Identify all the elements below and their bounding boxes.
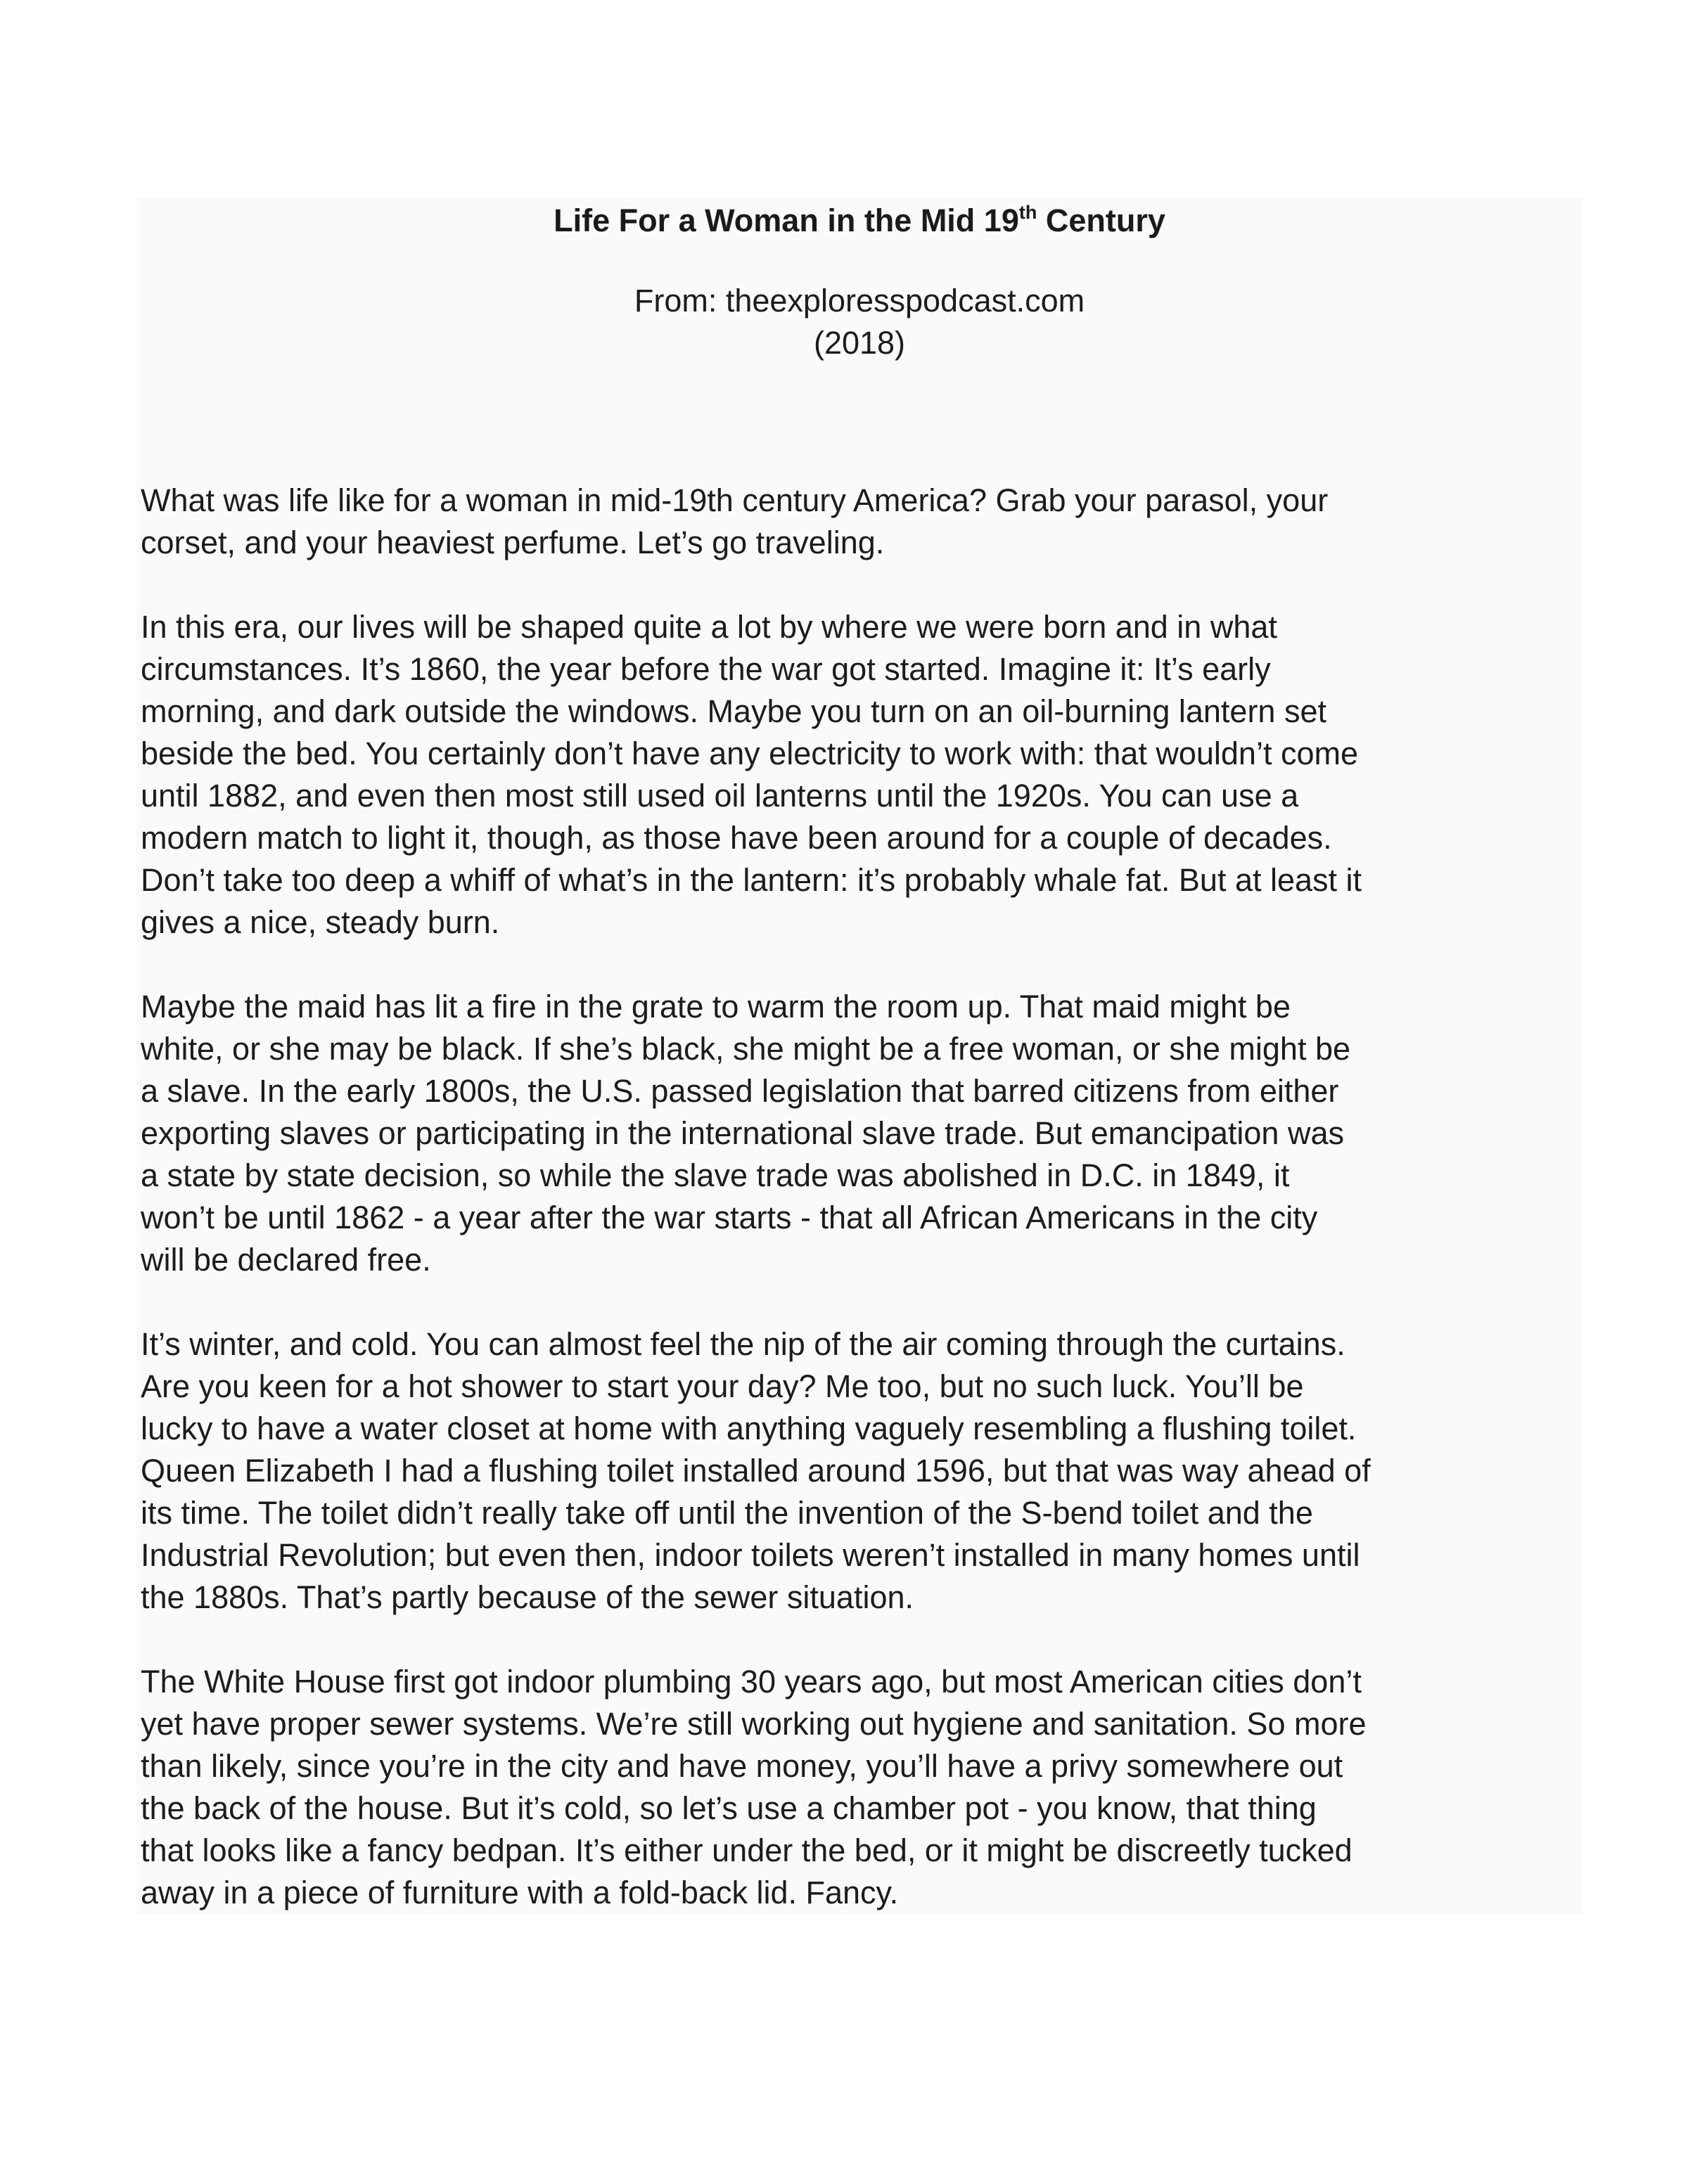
year-line: (2018) xyxy=(813,325,906,361)
source-line: From: theexploresspodcast.com xyxy=(634,283,1085,319)
paragraph-line: circumstances. It’s 1860, the year before the war got started. Imagine it: It’s early xyxy=(141,651,1271,687)
paragraph-line: gives a nice, steady burn. xyxy=(141,904,500,940)
paragraph-line: will be declared free. xyxy=(141,1242,431,1278)
source-block xyxy=(136,280,1582,364)
document-body xyxy=(141,480,1582,1956)
paragraph-line: In this era, our lives will be shaped quite a lot by where we were born and in what xyxy=(141,609,1277,645)
paragraph-line: than likely, since you’re in the city and have money, you’ll have a privy somewhere out xyxy=(141,1748,1343,1784)
paragraph xyxy=(141,480,1582,564)
paragraph-line: white, or she may be black. If she’s black, she might be a free woman, or she might be xyxy=(141,1031,1351,1067)
paragraph-line: exporting slaves or participating in the international slave trade. But emancipation was xyxy=(141,1115,1344,1151)
title-superscript: th xyxy=(1018,202,1037,223)
paragraph-line: the 1880s. That’s partly because of the sewer situation. xyxy=(141,1579,914,1615)
paragraph xyxy=(141,1323,1582,1619)
paragraph xyxy=(141,1661,1582,1914)
paragraph-line: Are you keen for a hot shower to start your day? Me too, but no such luck. You’ll be xyxy=(141,1368,1304,1404)
paragraph-line: modern match to light it, though, as those have been around for a couple of decades. xyxy=(141,820,1332,856)
paragraph-line: beside the bed. You certainly don’t have any electricity to work with: that wouldn’t come xyxy=(141,736,1358,771)
paragraph xyxy=(141,606,1582,944)
paragraph-line: until 1882, and even then most still used oil lanterns until the 1920s. You can use a xyxy=(141,778,1299,814)
paragraph-line: What was life like for a woman in mid-19th century America? Grab your parasol, your xyxy=(141,482,1329,518)
paragraph-line: It’s winter, and cold. You can almost feel the nip of the air coming through the curtains. xyxy=(141,1326,1345,1362)
paragraph-line: the back of the house. But it’s cold, so let’s use a chamber pot - you know, that thing xyxy=(141,1790,1317,1826)
paragraph-line: Maybe the maid has lit a fire in the grate to warm the room up. That maid might be xyxy=(141,989,1291,1024)
paragraph-line: Queen Elizabeth I had a flushing toilet installed around 1596, but that was way ahead of xyxy=(141,1453,1371,1489)
paragraph-line: its time. The toilet didn’t really take off until the invention of the S-bend toilet and the xyxy=(141,1495,1313,1531)
paragraph-line: that looks like a fancy bedpan. It’s either under the bed, or it might be discreetly tucked xyxy=(141,1832,1353,1868)
paragraph-line: a slave. In the early 1800s, the U.S. passed legislation that barred citizens from either xyxy=(141,1073,1339,1109)
paragraph-line: Industrial Revolution; but even then, indoor toilets weren’t installed in many homes until xyxy=(141,1537,1360,1573)
title-main: Life For a Woman in the Mid 19 xyxy=(554,203,1019,238)
paragraph-line: morning, and dark outside the windows. Maybe you turn on an oil-burning lantern set xyxy=(141,693,1326,729)
paragraph-line: a state by state decision, so while the slave trade was abolished in D.C. in 1849, it xyxy=(141,1157,1290,1193)
paragraph-line: corset, and your heaviest perfume. Let’s go traveling. xyxy=(141,525,885,560)
paragraph-line: yet have proper sewer systems. We’re still working out hygiene and sanitation. So more xyxy=(141,1706,1367,1742)
paragraph-line: Don’t take too deep a whiff of what’s in the lantern: it’s probably whale fat. But at least it xyxy=(141,862,1362,898)
paragraph-line: away in a piece of furniture with a fold-back lid. Fancy. xyxy=(141,1875,899,1910)
paragraph-line: The White House first got indoor plumbing 30 years ago, but most American cities don’t xyxy=(141,1664,1362,1700)
paragraph-line: won’t be until 1862 - a year after the war starts - that all African Americans in the city xyxy=(141,1200,1318,1235)
document-title xyxy=(136,200,1582,242)
paragraph xyxy=(141,986,1582,1281)
paragraph-line: lucky to have a water closet at home with anything vaguely resembling a flushing toilet. xyxy=(141,1411,1357,1446)
title-end: Century xyxy=(1037,203,1165,238)
